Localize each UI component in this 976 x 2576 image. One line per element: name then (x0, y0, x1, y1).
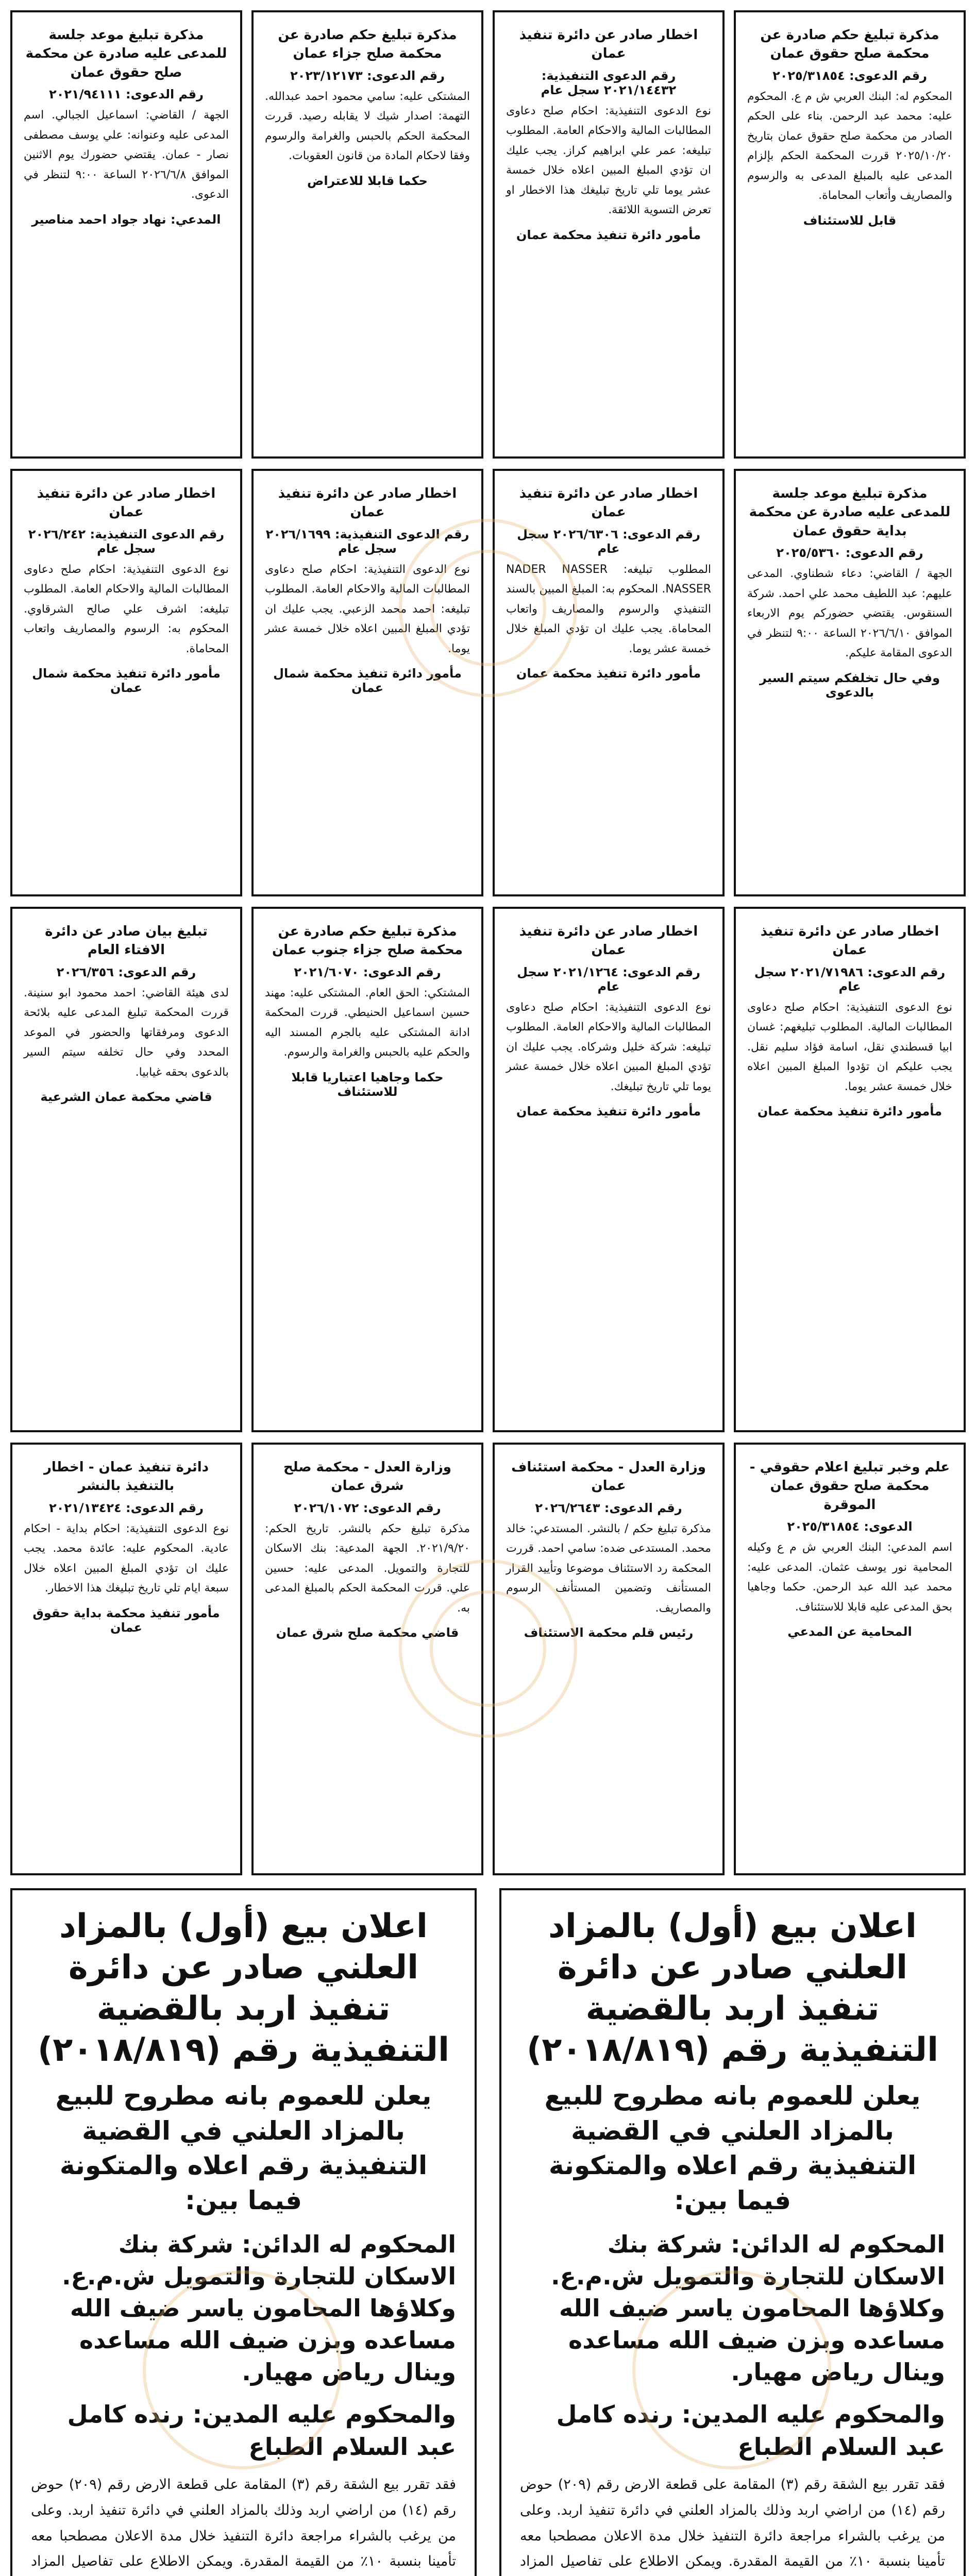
notice-body: لدى هيئة القاضي: احمد محمود ابو سنينة. قررت المحكمة تبليغ المدعى عليه بلائحة الدعوى ومرفقاتها والحضور في الموعد المحدد وفي حال تخلفه سيتم السير بالدعوى بحقه غيابيا. (24, 986, 229, 1079)
legal-notice (251, 10, 483, 459)
auction-body: فقد تقرر بيع الشقة رقم (٣) المقامة على قطعة الارض رقم (٢٠٩) حوض رقم (١٤) من اراضي اربد وذلك بالمزاد العلني في دائرة تنفيذ اربد. وعلى من يرغب بالشراء مراجعة دائرة التنفيذ خلال مدة الاعلان مصطحبا معه تأمينا بنسبة ١٠٪ من القيمة المقدرة. ويمكن الاطلاع على تفاصيل المزاد (31, 2476, 457, 2570)
notice-footer: مأمور دائرة تنفيذ محكمة عمان (516, 1104, 701, 1119)
notice-footer: المحامية عن المدعي (787, 1624, 912, 1639)
notice-case-number: رقم الدعوى: ٢٠٢١/١٣٤٢٤ (49, 1500, 204, 1515)
notice-footer: حكما وجاهيا اعتباريا قابلا للاستئناف (291, 1070, 444, 1099)
legal-notice (251, 1443, 483, 1875)
notice-header: مذكرة تبليغ موعد جلسة للمدعى عليه صادرة عن محكمة بداية حقوق عمان (749, 486, 951, 539)
notice-header: اخطار صادر عن دائرة تنفيذ عمان (760, 924, 939, 958)
auction-subtitle: يعلن للعموم بانه مطروح للبيع بالمزاد العلني في القضية التنفيذية رقم اعلاه والمتكونة فيما بين: (55, 2081, 432, 2215)
notice-header: اخطار صادر عن دائرة تنفيذ عمان (37, 486, 216, 520)
notice-header: علم وخبر تبليغ اعلام حقوقي - محكمة صلح حقوق عمان الموقرة (749, 1460, 950, 1513)
notice-header: وزارة العدل - محكمة صلح شرق عمان (283, 1460, 451, 1494)
auction-debtor: والمحكوم عليه المدين: رنده كامل عبد السلام الطباع (556, 2400, 945, 2461)
legal-notice (734, 10, 966, 459)
notice-body: نوع الدعوى التنفيذية: احكام صلح دعاوى المطالبات المالية والاحكام العامة. المطلوب تبليغه: احمد محمد الزعبي. يجب عليك ان تؤدي المبلغ المبين اعلاه خلال خمسة عشر يوما. (265, 563, 470, 655)
notice-case-number: رقم الدعوى: ٢٠٢٥/٥٣٦٠ (776, 546, 923, 561)
auction-body: فقد تقرر بيع الشقة رقم (٣) المقامة على قطعة الارض رقم (٢٠٩) حوض رقم (١٤) من اراضي اربد وذلك بالمزاد العلني في دائرة تنفيذ اربد. وعلى من يرغب بالشراء مراجعة دائرة التنفيذ خلال مدة الاعلان مصطحبا معه تأمينا بنسبة ١٠٪ من القيمة المقدرة. ويمكن الاطلاع على تفاصيل المزاد (520, 2476, 946, 2570)
notice-footer: مأمور دائرة تنفيذ محكمة شمال عمان (273, 666, 462, 696)
notice-footer: قابل للاستئناف (803, 213, 897, 228)
auction-title: اعلان بيع (أول) بالمزاد العلني صادر عن دائرة تنفيذ اربد بالقضية التنفيذية رقم (٢٠١٨/٨١٩) (526, 1907, 939, 2069)
notice-footer: قاضي محكمة عمان الشرعية (40, 1090, 212, 1105)
notice-body: الجهة / القاضي: دعاء شطناوي. المدعى عليهم: عبد اللطيف محمد علي احمد. شركة السنقوس. يقتضي حضوركم يوم الاربعاء الموافق ٢٠٢٦/٦/١٠ الساعة ٩:٠٠ لتنظر في الدعوى المقامة عليكم. (747, 567, 952, 660)
notice-footer: مأمور دائرة تنفيذ محكمة شمال عمان (32, 666, 221, 696)
notice-case-number: رقم الدعوى: ٢٠٢٦/٣٥٦ (56, 964, 196, 979)
notice-body: نوع الدعوى التنفيذية: احكام صلح دعاوى المطالبات المالية والاحكام العامة. المطلوب تبليغه: عمر علي ابراهيم كراز. يجب عليك ان تؤدي المبلغ المبين اعلاه خلال خمسة عشر يوما تلي تاريخ تبليغك هذا الاخطار او تعرض التسوية اللائقة. (506, 104, 711, 217)
notice-footer: مأمور دائرة تنفيذ محكمة عمان (757, 1104, 943, 1119)
notice-case-number: رقم الدعوى: ٢٠٢٦/٢٦٤٣ (535, 1500, 682, 1515)
notice-body: المشتكي: الحق العام. المشتكى عليه: مهند حسين اسماعيل الحنيطي. قررت المحكمة ادانة المشتكى عليه بالجرم المسند اليه والحكم عليه بالحبس والغرامة والرسوم. (265, 986, 470, 1059)
notice-header: مذكرة تبليغ حكم صادرة عن محكمة صلح حقوق عمان (760, 27, 939, 62)
notice-header: تبليغ بيان صادر عن دائرة الافتاء العام (45, 924, 208, 958)
notice-header: وزارة العدل - محكمة استئناف عمان (511, 1460, 706, 1494)
notice-footer: وفي حال تخلفكم سيتم السير بالدعوى (759, 670, 940, 700)
auction-notice (10, 1888, 477, 2576)
notice-case-number: رقم الدعوى التنفيذية: ٢٠٢١/١٤٤٣٢ سجل عام (541, 68, 677, 97)
notice-case-number: رقم الدعوى: ٢٠٢٦/١٠٧٢ (294, 1500, 441, 1515)
notice-header: اخطار صادر عن دائرة تنفيذ عمان (278, 486, 457, 520)
notice-case-number: رقم الدعوى التنفيذية: ٢٠٢٦/٢٤٢ سجل عام (28, 527, 225, 556)
notice-body: مذكرة تبليغ حكم بالنشر. تاريخ الحكم: ٢٠٢١/٩/٢٠. الجهة المدعية: بنك الاسكان للتجارة والتمويل. المدعى عليه: حسين علي. قررت المحكمة الحكم بالمبلغ المدعى به. (265, 1522, 470, 1615)
notice-body: نوع الدعوى التنفيذية: احكام صلح دعاوى المطالبات المالية والاحكام العامة. المطلوب تبليغه: شركة خليل وشركاه. يجب عليك ان تؤدي المبلغ المبين اعلاه خلال خمسة عشر يوما تلي تاريخ تبليغك. (506, 1001, 711, 1093)
legal-notice (10, 1443, 242, 1875)
notice-footer: المدعي: نهاد جواد احمد مناصير (31, 212, 221, 227)
notice-footer: قاضي محكمة صلح شرق عمان (276, 1625, 459, 1640)
auction-title: اعلان بيع (أول) بالمزاد العلني صادر عن دائرة تنفيذ اربد بالقضية التنفيذية رقم (٢٠١٨/٨١٩) (37, 1907, 450, 2069)
notice-footer: رئيس قلم محكمة الاستئناف (524, 1625, 694, 1640)
notice-body: اسم المدعي: البنك العربي ش م ع وكيله المحامية نور يوسف عثمان. المدعى عليه: محمد عبد الله عبد الرحمن. حكما وجاهيا بحق المدعى عليه قابلا للاستئناف. (747, 1541, 952, 1614)
notice-body: نوع الدعوى التنفيذية: احكام صلح دعاوى المطالبات المالية والاحكام العامة. المطلوب تبليغه: اشرف علي صالح الشرقاوي. المحكوم به: الرسوم والمصاريف واتعاب المحاماة. (24, 563, 229, 655)
legal-notice (10, 10, 242, 459)
notice-header: مذكرة تبليغ موعد جلسة للمدعى عليه صادرة عن محكمة صلح حقوق عمان (25, 27, 227, 80)
notice-body: مذكرة تبليغ حكم / بالنشر. المستدعي: خالد محمد. المستدعى ضده: سامي احمد. قررت المحكمة رد الاستئناف موضوعا وتأييد القرار المستأنف وتضمين المستأنف الرسوم والمصاريف. (506, 1522, 711, 1615)
notice-row-4 (10, 1443, 966, 1875)
notice-footer: مأمور دائرة تنفيذ محكمة عمان (516, 666, 701, 681)
notice-header: اخطار صادر عن دائرة تنفيذ عمان (519, 27, 698, 62)
legal-notice (493, 469, 725, 896)
notice-header: مذكرة تبليغ حكم صادرة عن محكمة صلح جزاء جنوب عمان (272, 924, 463, 958)
legal-notice (493, 10, 725, 459)
notice-header: اخطار صادر عن دائرة تنفيذ عمان (519, 486, 698, 520)
notice-body: الجهة / القاضي: اسماعيل الجبالي. اسم المدعى عليه وعنوانه: علي يوسف مصطفى نصار - عمان. يقتضي حضورك يوم الاثنين الموافق ٢٠٢٦/٦/٨ الساعة ٩:٠٠ لتنظر في الدعوى. (24, 109, 229, 201)
notice-case-number: الدعوى: ٢٠٢٥/٣١٨٥٤ (787, 1519, 913, 1534)
notice-footer: حكما قابلا للاعتراض (307, 173, 428, 188)
legal-notice (251, 469, 483, 896)
notice-case-number: رقم الدعوى: ٢٠٢١/٦٠٧٠ (294, 964, 441, 979)
legal-notice (734, 469, 966, 896)
legal-notice (734, 1443, 966, 1875)
auction-debtor: والمحكوم عليه المدين: رنده كامل عبد السلام الطباع (67, 2400, 456, 2461)
notice-case-number: رقم الدعوى: ٢٠٢٦/٦٣٠٦ سجل عام (517, 527, 700, 556)
notice-row-1 (10, 10, 966, 459)
notice-header: مذكرة تبليغ حكم صادرة عن محكمة صلح جزاء عمان (278, 27, 457, 62)
legal-notice (10, 907, 242, 1432)
notice-body: المشتكى عليه: سامي محمود احمد عبدالله. التهمة: اصدار شيك لا يقابله رصيد. قررت المحكمة الحكم بالحبس والغرامة والرسوم وفقا لاحكام المادة من قانون العقوبات. (265, 90, 470, 163)
notice-case-number: رقم الدعوى: ٢٠٢١/٩٤١١١ (49, 87, 204, 102)
notice-header: اخطار صادر عن دائرة تنفيذ عمان (519, 924, 698, 958)
legal-notice (493, 1443, 725, 1875)
notice-case-number: رقم الدعوى: ٢٠٢١/٧١٩٨٦ سجل عام (754, 964, 946, 994)
auction-creditor: المحكوم له الدائن: شركة بنك الاسكان للتجارة والتمويل ش.م.ع. وكلاؤها المحامون ياسر ضيف الله مساعده وبزن ضيف الله مساعده وينال رياض مهيار. (62, 2230, 456, 2386)
legal-notice (10, 469, 242, 896)
notice-case-number: رقم الدعوى التنفيذية: ٢٠٢٦/١٦٩٩ سجل عام (265, 527, 469, 556)
notice-footer: مأمور تنفيذ محكمة بداية حقوق عمان (32, 1605, 220, 1635)
legal-notice (493, 907, 725, 1432)
notice-body: المحكوم له: البنك العربي ش م ع. المحكوم عليه: محمد عبد الرحمن. بناء على الحكم الصادر من محكمة صلح حقوق عمان بتاريخ ٢٠٢٥/١٠/٢٠ قررت المحكمة الحكم بإلزام المدعى عليه بالمبلغ المدعى به والرسوم والمصاريف وأتعاب المحاماة. (747, 90, 952, 202)
notice-body: المطلوب تبليغه: NADER NASSER NASSER. المحكوم به: المبلغ المبين بالسند التنفيذي والرسوم والمصاريف واتعاب المحاماة. يجب عليك ان تؤدي المبلغ خلال خمسة عشر يوما. (506, 563, 712, 655)
auction-creditor: المحكوم له الدائن: شركة بنك الاسكان للتجارة والتمويل ش.م.ع. وكلاؤها المحامون ياسر ضيف الله مساعده وبزن ضيف الله مساعده وينال رياض مهيار. (551, 2230, 945, 2386)
notice-header: دائرة تنفيذ عمان - اخطار بالتنفيذ بالنشر (43, 1460, 209, 1494)
notice-body: نوع الدعوى التنفيذية: احكام بداية - احكام عادية. المحكوم عليه: عائدة محمد. يجب عليك ان تؤدي المبلغ المبين اعلاه خلال سبعة ايام تلي تاريخ تبليغك هذا الاخطار. (24, 1522, 229, 1595)
auction-notice (499, 1888, 966, 2576)
notice-body: نوع الدعوى التنفيذية: احكام صلح دعاوى المطالبات المالية. المطلوب تبليغهم: غسان ابيا قسطندي نقل، اسامة فؤاد سليم نقل. يجب عليكم ان تؤدوا المبلغ المبين اعلاه خلال خمسة عشر يوما. (747, 1001, 952, 1093)
notice-row-2 (10, 469, 966, 896)
notice-row-3 (10, 907, 966, 1432)
notice-footer: مأمور دائرة تنفيذ محكمة عمان (516, 227, 701, 242)
auction-subtitle: يعلن للعموم بانه مطروح للبيع بالمزاد العلني في القضية التنفيذية رقم اعلاه والمتكونة فيما بين: (544, 2081, 921, 2215)
notice-case-number: رقم الدعوى: ٢٠٢٥/٣١٨٥٤ (772, 68, 927, 83)
legal-notice (734, 907, 966, 1432)
notice-case-number: رقم الدعوى: ٢٠٢١/١٢٦٤ سجل عام (517, 964, 700, 994)
notice-case-number: رقم الدعوى: ٢٠٢٣/١٢١٧٣ (290, 68, 445, 83)
legal-notice (251, 907, 483, 1432)
